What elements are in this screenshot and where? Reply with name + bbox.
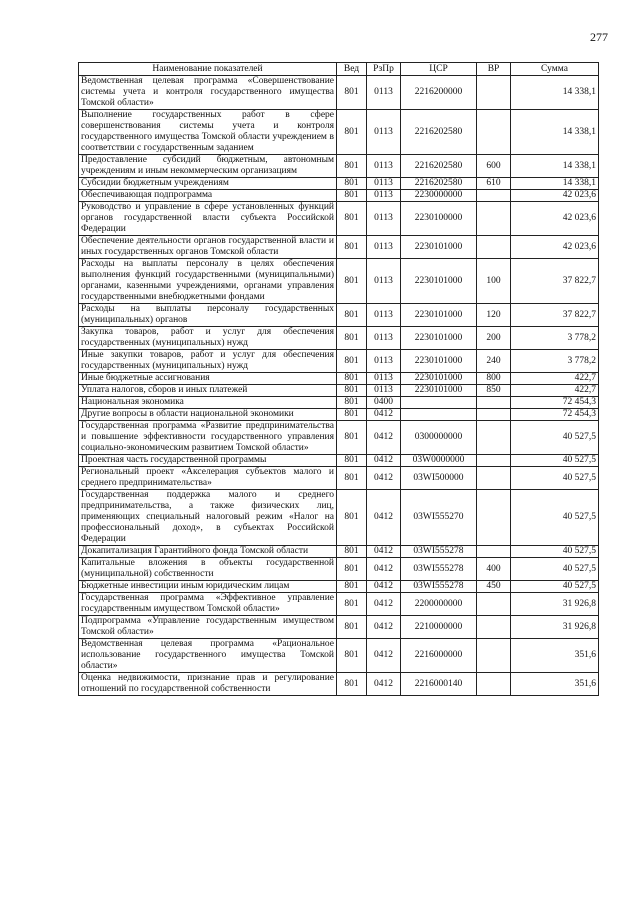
cell-csr: 2200000000 xyxy=(401,593,477,616)
cell-name: Руководство и управление в сфере установленных функций органов государственной власти субъекта Российской Федерации xyxy=(79,202,337,236)
cell-vr: 610 xyxy=(477,178,511,190)
cell-rzpr: 0113 xyxy=(367,327,401,350)
cell-sum: 14 338,1 xyxy=(511,110,599,155)
cell-ved: 801 xyxy=(337,558,367,581)
cell-vr xyxy=(477,409,511,421)
table-row xyxy=(79,190,599,202)
cell-vr xyxy=(477,616,511,639)
cell-csr: 03WI500000 xyxy=(401,467,477,490)
cell-sum: 40 527,5 xyxy=(511,490,599,546)
cell-vr xyxy=(477,76,511,110)
cell-csr: 03W0000000 xyxy=(401,455,477,467)
table-body xyxy=(79,76,599,696)
cell-csr: 2216000000 xyxy=(401,639,477,673)
cell-name: Государственная поддержка малого и среднего предпринимательства, а также физических лиц, применяющих специальный налоговый режим «Налог на профессиональный доход», в субъектах Российской Федерации xyxy=(79,490,337,546)
cell-vr xyxy=(477,421,511,455)
cell-ved: 801 xyxy=(337,546,367,558)
cell-ved: 801 xyxy=(337,178,367,190)
table-row xyxy=(79,76,599,110)
cell-csr: 2230101000 xyxy=(401,327,477,350)
cell-csr: 2216202580 xyxy=(401,155,477,178)
budget-table xyxy=(78,62,599,696)
cell-name: Обеспечение деятельности органов государственной власти и иных государственных органов Томской области xyxy=(79,236,337,259)
cell-name: Государственная программа «Развитие предпринимательства и повышение эффективности государственного управления социально-экономическим развитием Томской области» xyxy=(79,421,337,455)
cell-csr: 2230101000 xyxy=(401,385,477,397)
cell-csr: 2216202580 xyxy=(401,178,477,190)
cell-sum: 72 454,3 xyxy=(511,397,599,409)
cell-rzpr: 0113 xyxy=(367,373,401,385)
cell-name: Государственная программа «Эффективное управление государственным имуществом Томской области» xyxy=(79,593,337,616)
cell-vr: 100 xyxy=(477,259,511,304)
table-row xyxy=(79,110,599,155)
cell-ved: 801 xyxy=(337,409,367,421)
cell-vr: 850 xyxy=(477,385,511,397)
cell-rzpr: 0113 xyxy=(367,385,401,397)
cell-ved: 801 xyxy=(337,76,367,110)
table-row xyxy=(79,616,599,639)
cell-name: Бюджетные инвестиции иным юридическим лицам xyxy=(79,581,337,593)
cell-rzpr: 0113 xyxy=(367,155,401,178)
header-vr: ВР xyxy=(477,63,511,76)
cell-rzpr: 0412 xyxy=(367,421,401,455)
cell-sum: 40 527,5 xyxy=(511,421,599,455)
cell-rzpr: 0113 xyxy=(367,350,401,373)
table-row xyxy=(79,236,599,259)
cell-csr: 2230101000 xyxy=(401,373,477,385)
header-name: Наименование показателей xyxy=(79,63,337,76)
cell-rzpr: 0412 xyxy=(367,490,401,546)
cell-sum: 37 822,7 xyxy=(511,304,599,327)
cell-vr xyxy=(477,110,511,155)
cell-rzpr: 0412 xyxy=(367,467,401,490)
cell-name: Докапитализация Гарантийного фонда Томской области xyxy=(79,546,337,558)
cell-sum: 72 454,3 xyxy=(511,409,599,421)
cell-vr: 240 xyxy=(477,350,511,373)
cell-vr xyxy=(477,397,511,409)
cell-ved: 801 xyxy=(337,673,367,696)
cell-vr xyxy=(477,673,511,696)
cell-ved: 801 xyxy=(337,202,367,236)
cell-vr: 600 xyxy=(477,155,511,178)
cell-sum: 3 778,2 xyxy=(511,327,599,350)
cell-name: Национальная экономика xyxy=(79,397,337,409)
cell-vr xyxy=(477,202,511,236)
cell-rzpr: 0113 xyxy=(367,190,401,202)
table-row xyxy=(79,327,599,350)
cell-sum: 14 338,1 xyxy=(511,155,599,178)
cell-csr: 03WI555278 xyxy=(401,558,477,581)
cell-vr xyxy=(477,490,511,546)
cell-csr xyxy=(401,397,477,409)
cell-vr xyxy=(477,455,511,467)
page-number: 277 xyxy=(590,30,608,44)
table-row xyxy=(79,546,599,558)
cell-csr xyxy=(401,409,477,421)
cell-name: Расходы на выплаты персоналу государственных (муниципальных) органов xyxy=(79,304,337,327)
cell-name: Оценка недвижимости, признание прав и регулирование отношений по государственной собственности xyxy=(79,673,337,696)
cell-csr: 2216202580 xyxy=(401,110,477,155)
cell-vr xyxy=(477,467,511,490)
cell-rzpr: 0113 xyxy=(367,236,401,259)
cell-rzpr: 0412 xyxy=(367,616,401,639)
cell-csr: 2230101000 xyxy=(401,350,477,373)
cell-sum: 40 527,5 xyxy=(511,558,599,581)
cell-sum: 40 527,5 xyxy=(511,455,599,467)
table-row xyxy=(79,202,599,236)
cell-ved: 801 xyxy=(337,490,367,546)
cell-name: Субсидии бюджетным учреждениям xyxy=(79,178,337,190)
cell-rzpr: 0412 xyxy=(367,581,401,593)
header-sum: Сумма xyxy=(511,63,599,76)
cell-sum: 31 926,8 xyxy=(511,616,599,639)
cell-name: Капитальные вложения в объекты государственной (муниципальной) собственности xyxy=(79,558,337,581)
cell-sum: 14 338,1 xyxy=(511,76,599,110)
cell-vr xyxy=(477,639,511,673)
cell-ved: 801 xyxy=(337,110,367,155)
table-row xyxy=(79,178,599,190)
cell-ved: 801 xyxy=(337,190,367,202)
cell-ved: 801 xyxy=(337,327,367,350)
cell-sum: 37 822,7 xyxy=(511,259,599,304)
cell-rzpr: 0113 xyxy=(367,202,401,236)
cell-vr xyxy=(477,593,511,616)
cell-rzpr: 0412 xyxy=(367,455,401,467)
cell-ved: 801 xyxy=(337,236,367,259)
cell-name: Ведомственная целевая программа «Совершенствование системы учета и контроля государственного имущества Томской области» xyxy=(79,76,337,110)
cell-ved: 801 xyxy=(337,455,367,467)
cell-ved: 801 xyxy=(337,593,367,616)
table-row xyxy=(79,259,599,304)
cell-ved: 801 xyxy=(337,616,367,639)
table-row xyxy=(79,385,599,397)
table-row xyxy=(79,490,599,546)
cell-rzpr: 0113 xyxy=(367,110,401,155)
cell-sum: 422,7 xyxy=(511,373,599,385)
cell-rzpr: 0412 xyxy=(367,409,401,421)
cell-rzpr: 0113 xyxy=(367,76,401,110)
cell-rzpr: 0412 xyxy=(367,673,401,696)
table-row xyxy=(79,350,599,373)
cell-rzpr: 0400 xyxy=(367,397,401,409)
table-row xyxy=(79,304,599,327)
cell-rzpr: 0412 xyxy=(367,546,401,558)
cell-csr: 03WI555278 xyxy=(401,546,477,558)
cell-csr: 2230100000 xyxy=(401,202,477,236)
table-row xyxy=(79,673,599,696)
cell-sum: 42 023,6 xyxy=(511,236,599,259)
cell-sum: 351,6 xyxy=(511,639,599,673)
cell-sum: 40 527,5 xyxy=(511,467,599,490)
table-row xyxy=(79,409,599,421)
cell-vr: 200 xyxy=(477,327,511,350)
cell-name: Предоставление субсидий бюджетным, автономным учреждениям и иным некоммерческим организациям xyxy=(79,155,337,178)
cell-vr xyxy=(477,236,511,259)
cell-csr: 2210000000 xyxy=(401,616,477,639)
cell-name: Обеспечивающая подпрограмма xyxy=(79,190,337,202)
cell-name: Подпрограмма «Управление государственным имуществом Томской области» xyxy=(79,616,337,639)
cell-vr xyxy=(477,190,511,202)
table-row xyxy=(79,558,599,581)
cell-rzpr: 0113 xyxy=(367,259,401,304)
cell-name: Иные бюджетные ассигнования xyxy=(79,373,337,385)
cell-vr xyxy=(477,546,511,558)
cell-ved: 801 xyxy=(337,639,367,673)
cell-name: Иные закупки товаров, работ и услуг для обеспечения государственных (муниципальных) нужд xyxy=(79,350,337,373)
cell-csr: 2230101000 xyxy=(401,236,477,259)
header-csr: ЦСР xyxy=(401,63,477,76)
cell-name: Выполнение государственных работ в сфере совершенствования системы учета и контроля государственного имущества Томской области учреждением в соответствии с государственным заданием xyxy=(79,110,337,155)
cell-rzpr: 0113 xyxy=(367,304,401,327)
cell-ved: 801 xyxy=(337,259,367,304)
cell-csr: 2216200000 xyxy=(401,76,477,110)
cell-ved: 801 xyxy=(337,350,367,373)
cell-name: Региональный проект «Акселерация субъектов малого и среднего предпринимательства» xyxy=(79,467,337,490)
cell-sum: 351,6 xyxy=(511,673,599,696)
cell-vr: 800 xyxy=(477,373,511,385)
cell-ved: 801 xyxy=(337,467,367,490)
cell-csr: 2216000140 xyxy=(401,673,477,696)
table-row xyxy=(79,373,599,385)
header-ved: Вед xyxy=(337,63,367,76)
cell-sum: 40 527,5 xyxy=(511,546,599,558)
cell-vr: 450 xyxy=(477,581,511,593)
cell-csr: 2230101000 xyxy=(401,259,477,304)
cell-csr: 2230000000 xyxy=(401,190,477,202)
table-row xyxy=(79,421,599,455)
cell-sum: 40 527,5 xyxy=(511,581,599,593)
cell-csr: 2230101000 xyxy=(401,304,477,327)
cell-rzpr: 0412 xyxy=(367,593,401,616)
cell-ved: 801 xyxy=(337,581,367,593)
cell-ved: 801 xyxy=(337,373,367,385)
cell-sum: 42 023,6 xyxy=(511,190,599,202)
cell-ved: 801 xyxy=(337,421,367,455)
cell-name: Расходы на выплаты персоналу в целях обеспечения выполнения функций государственными (муниципальными) органами, казенными учреждениями, органами управления государственными внебюджетными фондами xyxy=(79,259,337,304)
cell-name: Закупка товаров, работ и услуг для обеспечения государственных (муниципальных) нужд xyxy=(79,327,337,350)
table-row xyxy=(79,581,599,593)
table-row xyxy=(79,397,599,409)
cell-vr: 120 xyxy=(477,304,511,327)
cell-name: Уплата налогов, сборов и иных платежей xyxy=(79,385,337,397)
cell-sum: 14 338,1 xyxy=(511,178,599,190)
cell-rzpr: 0412 xyxy=(367,639,401,673)
cell-sum: 42 023,6 xyxy=(511,202,599,236)
table-header-row xyxy=(79,63,599,76)
cell-ved: 801 xyxy=(337,304,367,327)
cell-ved: 801 xyxy=(337,385,367,397)
cell-vr: 400 xyxy=(477,558,511,581)
cell-csr: 0300000000 xyxy=(401,421,477,455)
table-row xyxy=(79,593,599,616)
cell-sum: 422,7 xyxy=(511,385,599,397)
cell-name: Проектная часть государственной программы xyxy=(79,455,337,467)
cell-ved: 801 xyxy=(337,397,367,409)
cell-rzpr: 0113 xyxy=(367,178,401,190)
cell-sum: 31 926,8 xyxy=(511,593,599,616)
header-rzpr: РзПр xyxy=(367,63,401,76)
cell-sum: 3 778,2 xyxy=(511,350,599,373)
cell-name: Ведомственная целевая программа «Рациональное использование государственного имущества Томской области» xyxy=(79,639,337,673)
table-row xyxy=(79,467,599,490)
cell-rzpr: 0412 xyxy=(367,558,401,581)
cell-name: Другие вопросы в области национальной экономики xyxy=(79,409,337,421)
cell-csr: 03WI555270 xyxy=(401,490,477,546)
cell-csr: 03WI555278 xyxy=(401,581,477,593)
table-row xyxy=(79,639,599,673)
cell-ved: 801 xyxy=(337,155,367,178)
table-row xyxy=(79,155,599,178)
table-row xyxy=(79,455,599,467)
